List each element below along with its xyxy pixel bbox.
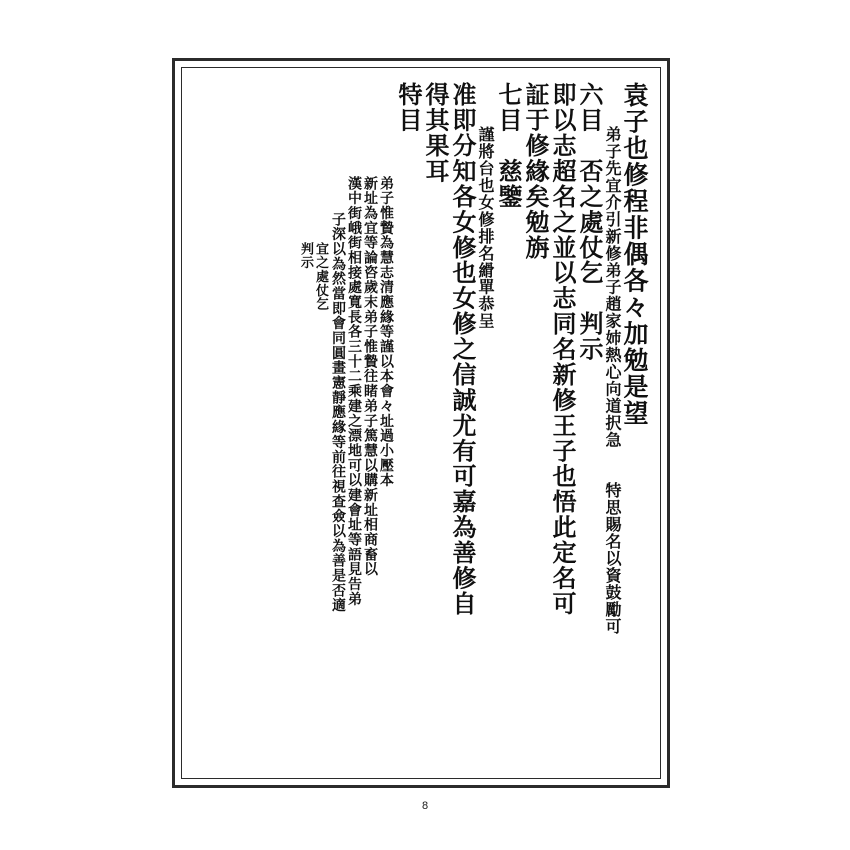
text-column-4: 即以志超名之並以志同名新修王子也悟此定名可 (548, 82, 574, 617)
text-column-8: 准即分知各女修也女修之信誠尤有可嘉為善修自 (448, 82, 474, 617)
text-column-9: 得其果耳 (421, 82, 447, 184)
text-column-13: 漢中街峨街相接處寬長各三十二乘建之漂地可以建會址等語見告弟 (346, 176, 361, 607)
page-border-frame (172, 58, 670, 788)
text-column-1: 袁子也修程非偶各々加勉是望 (620, 82, 647, 427)
page-number: 8 (421, 800, 429, 812)
text-column-10: 特目 (394, 82, 420, 133)
text-column-11: 弟子惟贄為慧志清應緣等謹以本會々址過小壓本 (378, 176, 393, 488)
text-column-14: 子深以為然當即會同圓畫憲靜應緣等前往視查僉以為善是否適 (330, 212, 345, 613)
text-column-2: 弟子先宜介引新修弟子趙家姉熱心向道択急 特思賜名以資鼓勵可 (603, 126, 620, 635)
text-column-5: 証于修緣矣勉旃 (521, 82, 547, 261)
vertical-text-columns (196, 80, 646, 768)
text-column-7: 謹將台也女修排名縎單恭呈 (476, 126, 493, 330)
text-column-16: 判示 (299, 242, 314, 270)
page-border-inner (181, 67, 661, 779)
text-column-6: 七目 慈鑒 (494, 82, 520, 210)
text-column-15: 宜之處仗乞 (314, 242, 329, 311)
text-column-12: 新址為宜等論咨歲末弟子惟贄往睹弟子篤慧以購新址相商畜以 (362, 176, 377, 577)
text-column-3: 六目 否之處仗乞 判示 (575, 82, 601, 362)
